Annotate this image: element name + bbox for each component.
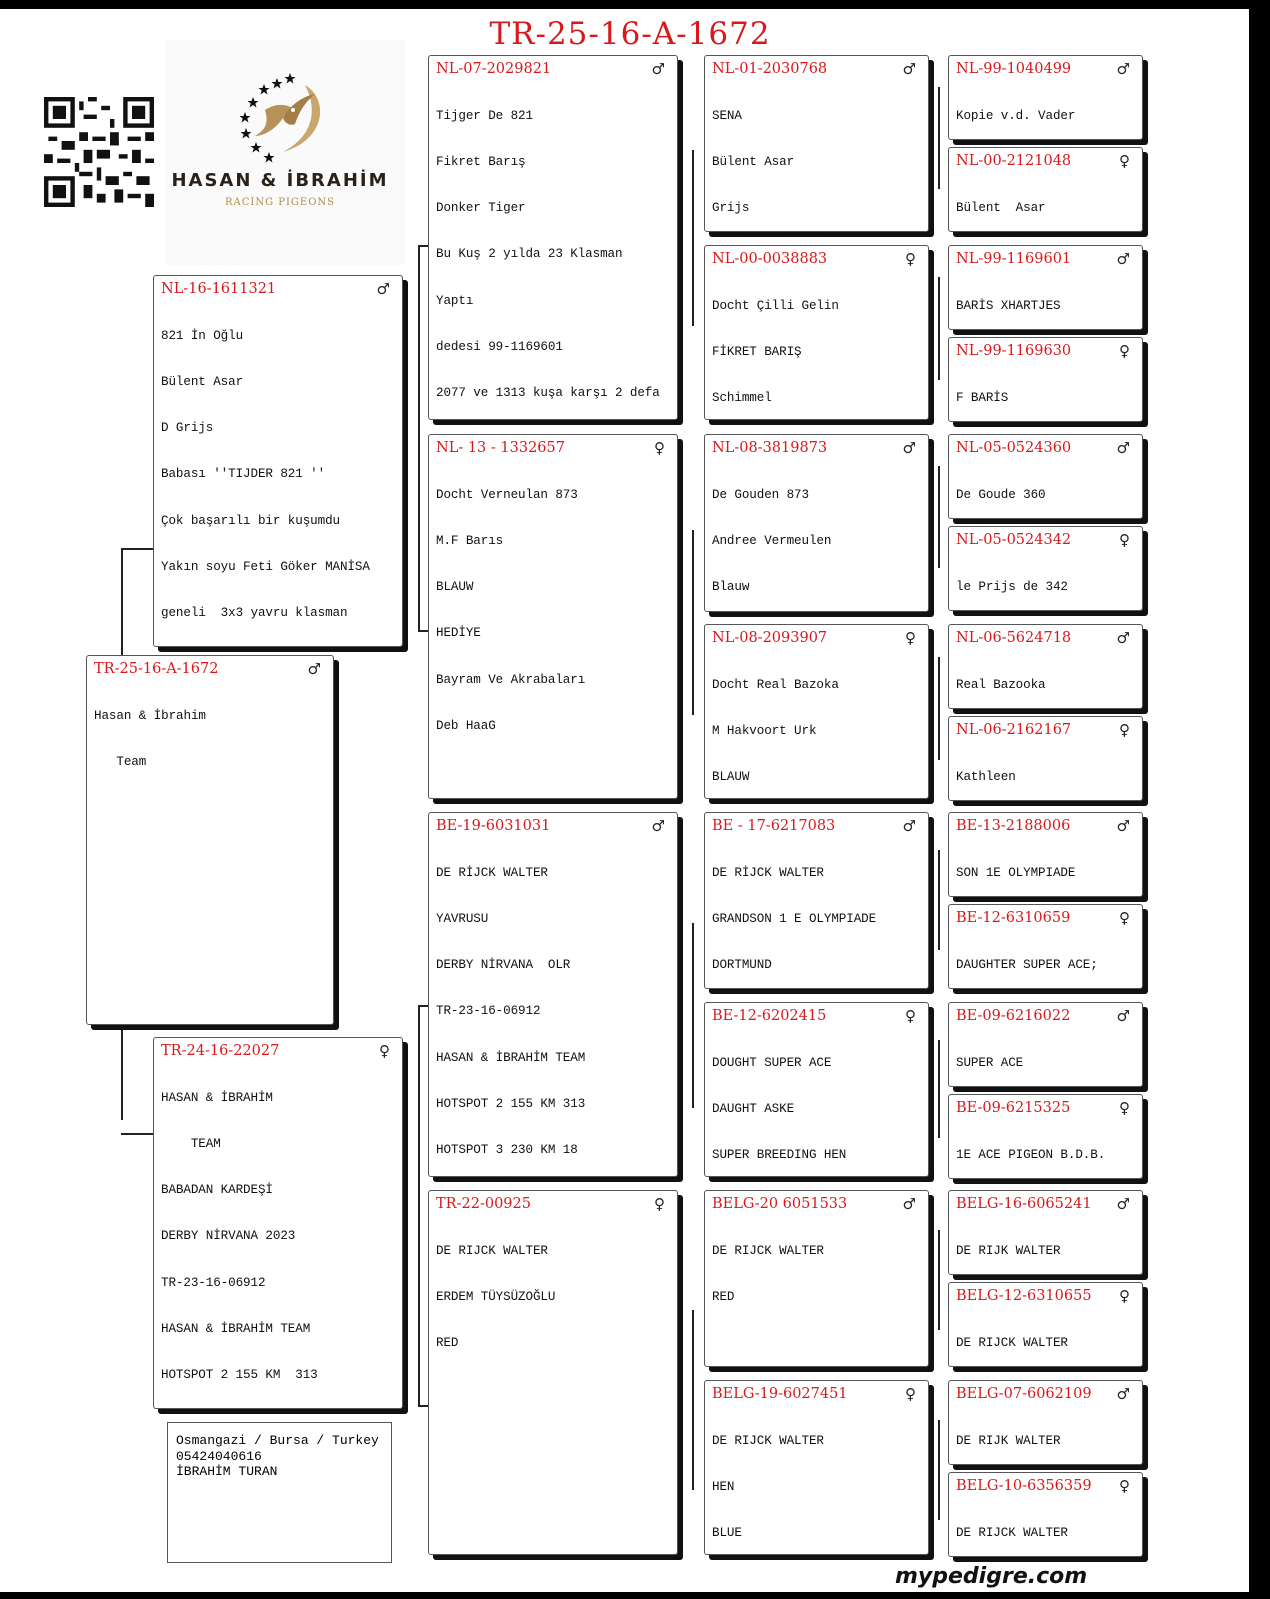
pigeon-card-g4-12[interactable] (948, 1094, 1143, 1179)
detail-line: Çok başarılı bir kuşumdu (161, 513, 340, 528)
pigeon-details (712, 268, 921, 420)
ring-number: NL-00-2121048 (956, 153, 1072, 169)
ring-number: NL-05-0524342 (956, 532, 1072, 548)
pigeon-details (956, 268, 1135, 330)
connector-gen1-top (121, 548, 153, 550)
pigeon-card-g4-16[interactable] (948, 1472, 1143, 1557)
footer-website[interactable]: mypedigre.com (895, 1564, 1088, 1589)
ring-number: BELG-16-6065241 (956, 1196, 1092, 1212)
detail-line: RED (712, 1290, 735, 1305)
detail-line: le Prijs de 342 (956, 579, 1068, 594)
pigeon-details (436, 457, 670, 765)
pigeon-card-g4-3[interactable] (948, 245, 1143, 330)
ring-number: BELG-20 6051533 (712, 1196, 848, 1212)
detail-line: Kopie v.d. Vader (956, 108, 1076, 123)
detail-line: ERDEM TÜYSÜZOĞLU (436, 1290, 556, 1305)
pigeon-card-g4-15[interactable] (948, 1380, 1143, 1465)
address-phone: 05424040616 (176, 1448, 262, 1464)
pigeon-details (956, 835, 1135, 897)
pigeon-details (161, 1060, 395, 1409)
detail-line: Tijger De 821 (436, 108, 533, 123)
male-icon: ♂ (307, 660, 321, 678)
female-icon: ♀ (1119, 721, 1130, 739)
pigeon-card-g4-7[interactable] (948, 624, 1143, 709)
ring-number: TR-25-16-A-1672 (94, 661, 219, 677)
ring-number: NL-99-1169630 (956, 343, 1072, 359)
detail-line: Docht Real Bazoka (712, 677, 839, 692)
detail-line: De Goude 360 (956, 487, 1046, 502)
ring-number: NL-08-2093907 (712, 630, 828, 646)
detail-line: Bülent Asar (956, 200, 1046, 215)
detail-line: HOTSPOT 2 155 KM 313 (161, 1368, 318, 1383)
ring-number: BELG-10-6356359 (956, 1478, 1092, 1494)
top-border (0, 0, 1270, 9)
detail-line: DE RIJCK WALTER (956, 1525, 1068, 1540)
pigeon-details (956, 647, 1135, 709)
pigeon-card-dam[interactable] (153, 1037, 403, 1409)
logo-panel (165, 40, 405, 265)
pigeon-card-g3-3[interactable] (704, 434, 929, 612)
detail-line: 1E ACE PIGEON B.D.B. (956, 1147, 1106, 1162)
pigeon-card-g4-5[interactable] (948, 434, 1143, 519)
male-icon: ♂ (902, 817, 916, 835)
pigeon-card-g3-7[interactable] (704, 1190, 929, 1367)
detail-line: Andree Vermeulen (712, 534, 832, 549)
pigeon-details (712, 835, 921, 989)
detail-line: YAVRUSU (436, 912, 489, 927)
bottom-border (0, 1592, 1249, 1599)
detail-line: BLAUW (712, 770, 750, 785)
detail-line: DERBY NİRVANA 2023 (161, 1229, 296, 1244)
male-icon: ♂ (1116, 1007, 1130, 1025)
detail-line: D Grijs (161, 421, 214, 436)
detail-line: Donker Tiger (436, 201, 526, 216)
female-icon: ♀ (1119, 342, 1130, 360)
detail-line: DE RIJCK WALTER (436, 1243, 548, 1258)
pigeon-details (712, 457, 921, 612)
female-icon: ♀ (905, 1385, 916, 1403)
pigeon-card-g4-2[interactable] (948, 147, 1143, 232)
ring-number: NL-05-0524360 (956, 440, 1072, 456)
male-icon: ♂ (902, 439, 916, 457)
ring-number: NL-07-2029821 (436, 61, 552, 77)
ring-number: NL-16-1611321 (161, 281, 277, 297)
female-icon: ♀ (905, 250, 916, 268)
detail-line: DE RIJCK WALTER (712, 1243, 824, 1258)
qr-code-icon[interactable] (44, 97, 154, 207)
brand-name: HASAN & İBRAHİM (171, 170, 389, 191)
pigeon-details (956, 739, 1135, 801)
connector-g3a (692, 150, 694, 326)
detail-line: 821 İn Oğlu (161, 328, 244, 343)
pigeon-details (956, 1305, 1135, 1367)
male-icon: ♂ (1116, 1385, 1130, 1403)
pigeon-card-sire[interactable] (153, 275, 403, 647)
female-icon: ♀ (654, 439, 665, 457)
address-location: Osmangazi / Bursa / Turkey (176, 1433, 379, 1448)
detail-line: HASAN & İBRAHİM TEAM (436, 1050, 586, 1065)
ring-number: BE-19-6031031 (436, 818, 551, 834)
detail-line: RED (436, 1336, 459, 1351)
pedigree-title: TR-25-16-A-1672 (489, 16, 771, 52)
connector-dam-top (418, 1005, 428, 1007)
pigeon-card-g4-6[interactable] (948, 526, 1143, 611)
detail-line: DE RIJCK WALTER (712, 1433, 824, 1448)
detail-line: F BARİS (956, 390, 1009, 405)
detail-line: DE RİJCK WALTER (712, 865, 824, 880)
detail-line: SENA (712, 108, 742, 123)
connector-g3d (692, 1310, 694, 1490)
connector-gen1-bottom (121, 1133, 153, 1135)
pigeon-details (712, 1403, 921, 1555)
ring-number: BELG-12-6310655 (956, 1288, 1092, 1304)
ring-number: NL-99-1169601 (956, 251, 1072, 267)
detail-line: HOTSPOT 3 230 KM 18 (436, 1143, 578, 1158)
connector-g4a (938, 87, 940, 189)
ring-number: NL-00-0038883 (712, 251, 828, 267)
pigeon-details (956, 927, 1135, 989)
pigeon-details (956, 78, 1135, 140)
pigeon-details (956, 1403, 1135, 1465)
pigeon-card-g4-9[interactable] (948, 812, 1143, 897)
pigeon-details (436, 1213, 670, 1382)
detail-line: dedesi 99-1169601 (436, 339, 563, 354)
detail-line: DE RIJK WALTER (956, 1243, 1061, 1258)
pigeon-card-g3-6[interactable] (704, 1002, 929, 1177)
pigeon-card-g4-10[interactable] (948, 904, 1143, 989)
detail-line: De Gouden 873 (712, 487, 809, 502)
detail-line: Hasan & İbrahim (94, 708, 206, 723)
detail-line: HASAN & İBRAHİM (161, 1090, 273, 1105)
detail-line: Fikret Barış (436, 155, 526, 170)
detail-line: DE RIJCK WALTER (956, 1335, 1068, 1350)
detail-line: M.F Barıs (436, 534, 504, 549)
connector-dam-bottom (418, 1405, 428, 1407)
connector-g3b (692, 530, 694, 715)
pigeon-card-g4-1[interactable] (948, 55, 1143, 140)
detail-line: Docht Çilli Gelin (712, 298, 839, 313)
female-icon: ♀ (654, 1195, 665, 1213)
pigeon-card-sire-sire[interactable] (428, 55, 678, 420)
ring-number: NL-06-2162167 (956, 722, 1072, 738)
male-icon: ♂ (651, 60, 665, 78)
detail-line: Bayram Ve Akrabaları (436, 672, 586, 687)
female-icon: ♀ (1119, 531, 1130, 549)
detail-line: Bülent Asar (712, 155, 795, 170)
detail-line: 2077 ve 1313 kuşa karşı 2 defa (436, 386, 660, 401)
pigeon-details (161, 298, 395, 647)
pigeon-card-g3-4[interactable] (704, 624, 929, 799)
detail-line: DE RIJK WALTER (956, 1433, 1061, 1448)
female-icon: ♀ (1119, 152, 1130, 170)
detail-line: BARİS XHARTJES (956, 298, 1061, 313)
connector-sire (418, 245, 420, 630)
pigeon-details (956, 1213, 1135, 1275)
male-icon: ♂ (902, 60, 916, 78)
connector-g4f (938, 1040, 940, 1138)
detail-line: geneli 3x3 yavru klasman (161, 606, 348, 621)
detail-line: Docht Verneulan 873 (436, 487, 578, 502)
pigeon-details (712, 647, 921, 799)
male-icon: ♂ (1116, 60, 1130, 78)
detail-line: GRANDSON 1 E OLYMPIADE (712, 912, 877, 927)
ring-number: BE-09-6216022 (956, 1008, 1071, 1024)
connector-sire-bottom (418, 630, 428, 632)
ring-number: NL-06-5624718 (956, 630, 1072, 646)
detail-line: TR-23-16-06912 (161, 1275, 266, 1290)
detail-line: FİKRET BARIŞ (712, 345, 802, 360)
female-icon: ♀ (1119, 1477, 1130, 1495)
detail-line: DOUGHT SUPER ACE (712, 1055, 832, 1070)
female-icon: ♀ (1119, 909, 1130, 927)
pigeon-details (712, 78, 921, 232)
pigeon-details (956, 1117, 1135, 1179)
connector-g4e (938, 850, 940, 950)
pigeon-card-dam-sire[interactable] (428, 812, 678, 1177)
pigeon-details (94, 678, 326, 801)
connector-g4c (938, 466, 940, 568)
ring-number: BE-12-6202415 (712, 1008, 827, 1024)
detail-line: Bülent Asar (161, 375, 244, 390)
pigeon-details (956, 549, 1135, 611)
detail-line: Deb HaaG (436, 718, 496, 733)
pigeon-card-sire-dam[interactable] (428, 434, 678, 799)
pigeon-card-g3-5[interactable] (704, 812, 929, 989)
male-icon: ♂ (1116, 817, 1130, 835)
connector-g4b (938, 277, 940, 380)
detail-line: DERBY NİRVANA OLR (436, 958, 571, 973)
female-icon: ♀ (1119, 1287, 1130, 1305)
female-icon: ♀ (379, 1042, 390, 1060)
male-icon: ♂ (1116, 439, 1130, 457)
pigeon-details (956, 1495, 1135, 1557)
detail-line: Babası ''TIJDER 821 '' (161, 467, 326, 482)
pigeon-card-g3-8[interactable] (704, 1380, 929, 1555)
ring-number: BE - 17-6217083 (712, 818, 836, 834)
ring-number: BELG-19-6027451 (712, 1386, 848, 1402)
detail-line: BLAUW (436, 580, 474, 595)
pigeon-card-g4-11[interactable] (948, 1002, 1143, 1087)
detail-line: TR-23-16-06912 (436, 1004, 541, 1019)
connector-dam (418, 1005, 420, 1405)
pigeon-details (956, 1025, 1135, 1087)
connector-g4d (938, 657, 940, 760)
connector-g3c (692, 923, 694, 1108)
male-icon: ♂ (651, 817, 665, 835)
female-icon: ♀ (1119, 1099, 1130, 1117)
detail-line: DORTMUND (712, 958, 772, 973)
pigeon-details (956, 360, 1135, 422)
detail-line: HEN (712, 1480, 735, 1495)
pigeon-card-g4-13[interactable] (948, 1190, 1143, 1275)
owner-address-box (167, 1422, 392, 1563)
detail-line: Schimmel (712, 391, 772, 406)
male-icon: ♂ (902, 1195, 916, 1213)
ring-number: BE-09-6215325 (956, 1100, 1071, 1116)
pigeon-details (712, 1213, 921, 1336)
detail-line: Blauw (712, 580, 750, 595)
connector-sire-top (418, 245, 428, 247)
pigeon-details (956, 457, 1135, 519)
pigeon-details (436, 835, 670, 1177)
detail-line: M Hakvoort Urk (712, 724, 817, 739)
detail-line: DAUGHT ASKE (712, 1102, 795, 1117)
ring-number: NL-08-3819873 (712, 440, 828, 456)
detail-line: DE RİJCK WALTER (436, 865, 548, 880)
male-icon: ♂ (376, 280, 390, 298)
detail-line: Bu Kuş 2 yılda 23 Klasman (436, 247, 623, 262)
ring-number: NL-99-1040499 (956, 61, 1072, 77)
detail-line: Team (94, 755, 147, 770)
ring-number: BE-13-2188006 (956, 818, 1071, 834)
detail-line: Kathleen (956, 769, 1016, 784)
male-icon: ♂ (1116, 250, 1130, 268)
detail-line: TEAM (161, 1137, 221, 1152)
female-icon: ♀ (905, 629, 916, 647)
ring-number: NL- 13 - 1332657 (436, 440, 565, 456)
detail-line: BABADAN KARDEŞİ (161, 1183, 273, 1198)
detail-line: DAUGHTER SUPER ACE; (956, 957, 1098, 972)
pigeon-card-g4-8[interactable] (948, 716, 1143, 801)
logo-dove-icon (165, 40, 405, 170)
male-icon: ♂ (1116, 629, 1130, 647)
pigeon-card-dam-dam[interactable] (428, 1190, 678, 1555)
ring-number: TR-22-00925 (436, 1196, 531, 1212)
pigeon-details (956, 170, 1135, 232)
brand-subtitle: RACING PIGEONS (224, 197, 336, 208)
detail-line: BLUE (712, 1526, 742, 1541)
pigeon-card-g4-14[interactable] (948, 1282, 1143, 1367)
detail-line: HASAN & İBRAHİM TEAM (161, 1321, 311, 1336)
detail-line: SUPER ACE (956, 1055, 1024, 1070)
address-owner: İBRAHİM TURAN (176, 1464, 278, 1479)
pigeon-details (712, 1025, 921, 1177)
pigeon-card-g4-4[interactable] (948, 337, 1143, 422)
male-icon: ♂ (1116, 1195, 1130, 1213)
pigeon-card-g3-1[interactable] (704, 55, 929, 232)
detail-line: SON 1E OLYMPIADE (956, 865, 1076, 880)
ring-number: TR-24-16-22027 (161, 1043, 280, 1059)
detail-line: SUPER BREEDING HEN (712, 1148, 847, 1163)
detail-line: Yaptı (436, 293, 474, 308)
detail-line: HEDİYE (436, 626, 481, 641)
pigeon-card-subject[interactable] (86, 655, 334, 1025)
detail-line: HOTSPOT 2 155 KM 313 (436, 1096, 586, 1111)
female-icon: ♀ (905, 1007, 916, 1025)
detail-line: Grijs (712, 201, 750, 216)
connector-g4h (938, 1420, 940, 1520)
detail-line: Yakın soyu Feti Göker MANİSA (161, 559, 370, 574)
right-border (1249, 0, 1270, 1599)
detail-line: Real Bazooka (956, 677, 1046, 692)
ring-number: NL-01-2030768 (712, 61, 828, 77)
pigeon-card-g3-2[interactable] (704, 245, 929, 420)
ring-number: BE-12-6310659 (956, 910, 1071, 926)
pigeon-details (436, 78, 670, 420)
connector-g4g (938, 1230, 940, 1330)
ring-number: BELG-07-6062109 (956, 1386, 1092, 1402)
